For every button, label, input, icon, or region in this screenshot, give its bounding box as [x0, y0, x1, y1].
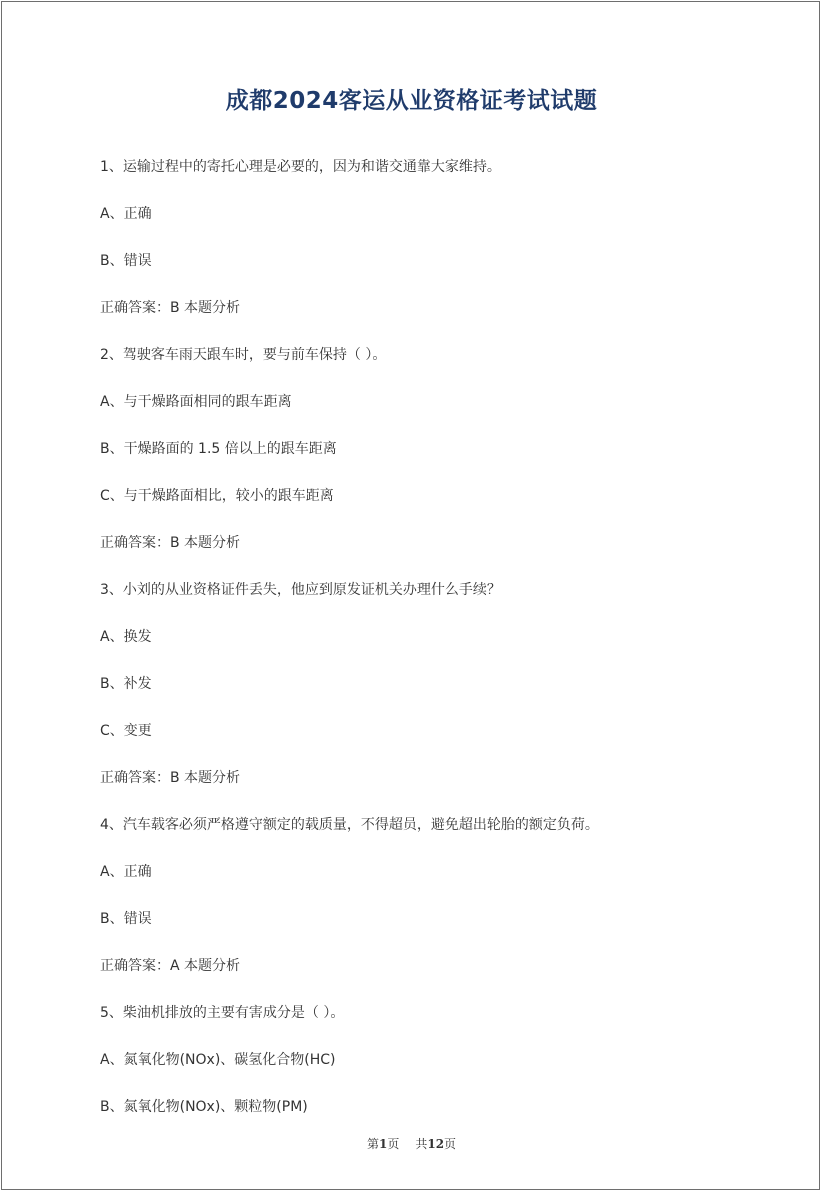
question-2-option-b: B、干燥路面的 1.5 倍以上的跟车距离 [100, 441, 337, 457]
question-5-text: 5、柴油机排放的主要有害成分是（ ）。 [100, 1005, 345, 1021]
question-5-option-b: B、氮氧化物(NOx)、颗粒物(PM) [100, 1099, 308, 1115]
question-2-text: 2、驾驶客车雨天跟车时，要与前车保持（ ）。 [100, 347, 387, 363]
question-4-option-b: B、错误 [100, 911, 152, 927]
question-3-answer: 正确答案：B 本题分析 [100, 770, 241, 786]
question-3-text: 3、小刘的从业资格证件丢失，他应到原发证机关办理什么手续？ [100, 582, 501, 598]
question-3-option-a: A、换发 [100, 629, 152, 645]
question-1-option-b: B、错误 [100, 253, 152, 269]
question-3-option-b: B、补发 [100, 676, 152, 692]
question-1-option-a: A、正确 [100, 206, 152, 222]
page-suffix: 页 [387, 1137, 400, 1151]
total-pages: 12 [427, 1137, 445, 1151]
question-2-answer: 正确答案：B 本题分析 [100, 535, 241, 551]
question-2-option-c: C、与干燥路面相比，较小的跟车距离 [100, 488, 334, 504]
question-list [100, 154, 740, 1141]
question-4-option-a: A、正确 [100, 864, 152, 880]
question-5-option-a: A、氮氧化物(NOx)、碳氢化合物(HC) [100, 1052, 336, 1068]
question-1-answer: 正确答案：B 本题分析 [100, 300, 241, 316]
question-2-option-a: A、与干燥路面相同的跟车距离 [100, 394, 292, 410]
page-prefix: 第 [366, 1137, 379, 1151]
question-4-answer: 正确答案：A 本题分析 [100, 958, 241, 974]
question-3-option-c: C、变更 [100, 723, 152, 739]
question-1-text: 1、运输过程中的寄托心理是必要的，因为和谐交通靠大家维持。 [100, 159, 501, 175]
page-footer [0, 1135, 823, 1152]
total-suffix: 页 [444, 1137, 457, 1151]
document-title: 成都2024客运从业资格证考试试题 [225, 88, 598, 114]
total-prefix: 共 [415, 1137, 428, 1151]
question-4-text: 4、汽车载客必须严格遵守额定的载质量，不得超员，避免超出轮胎的额定负荷。 [100, 817, 599, 833]
page-number: 1 [378, 1137, 388, 1151]
